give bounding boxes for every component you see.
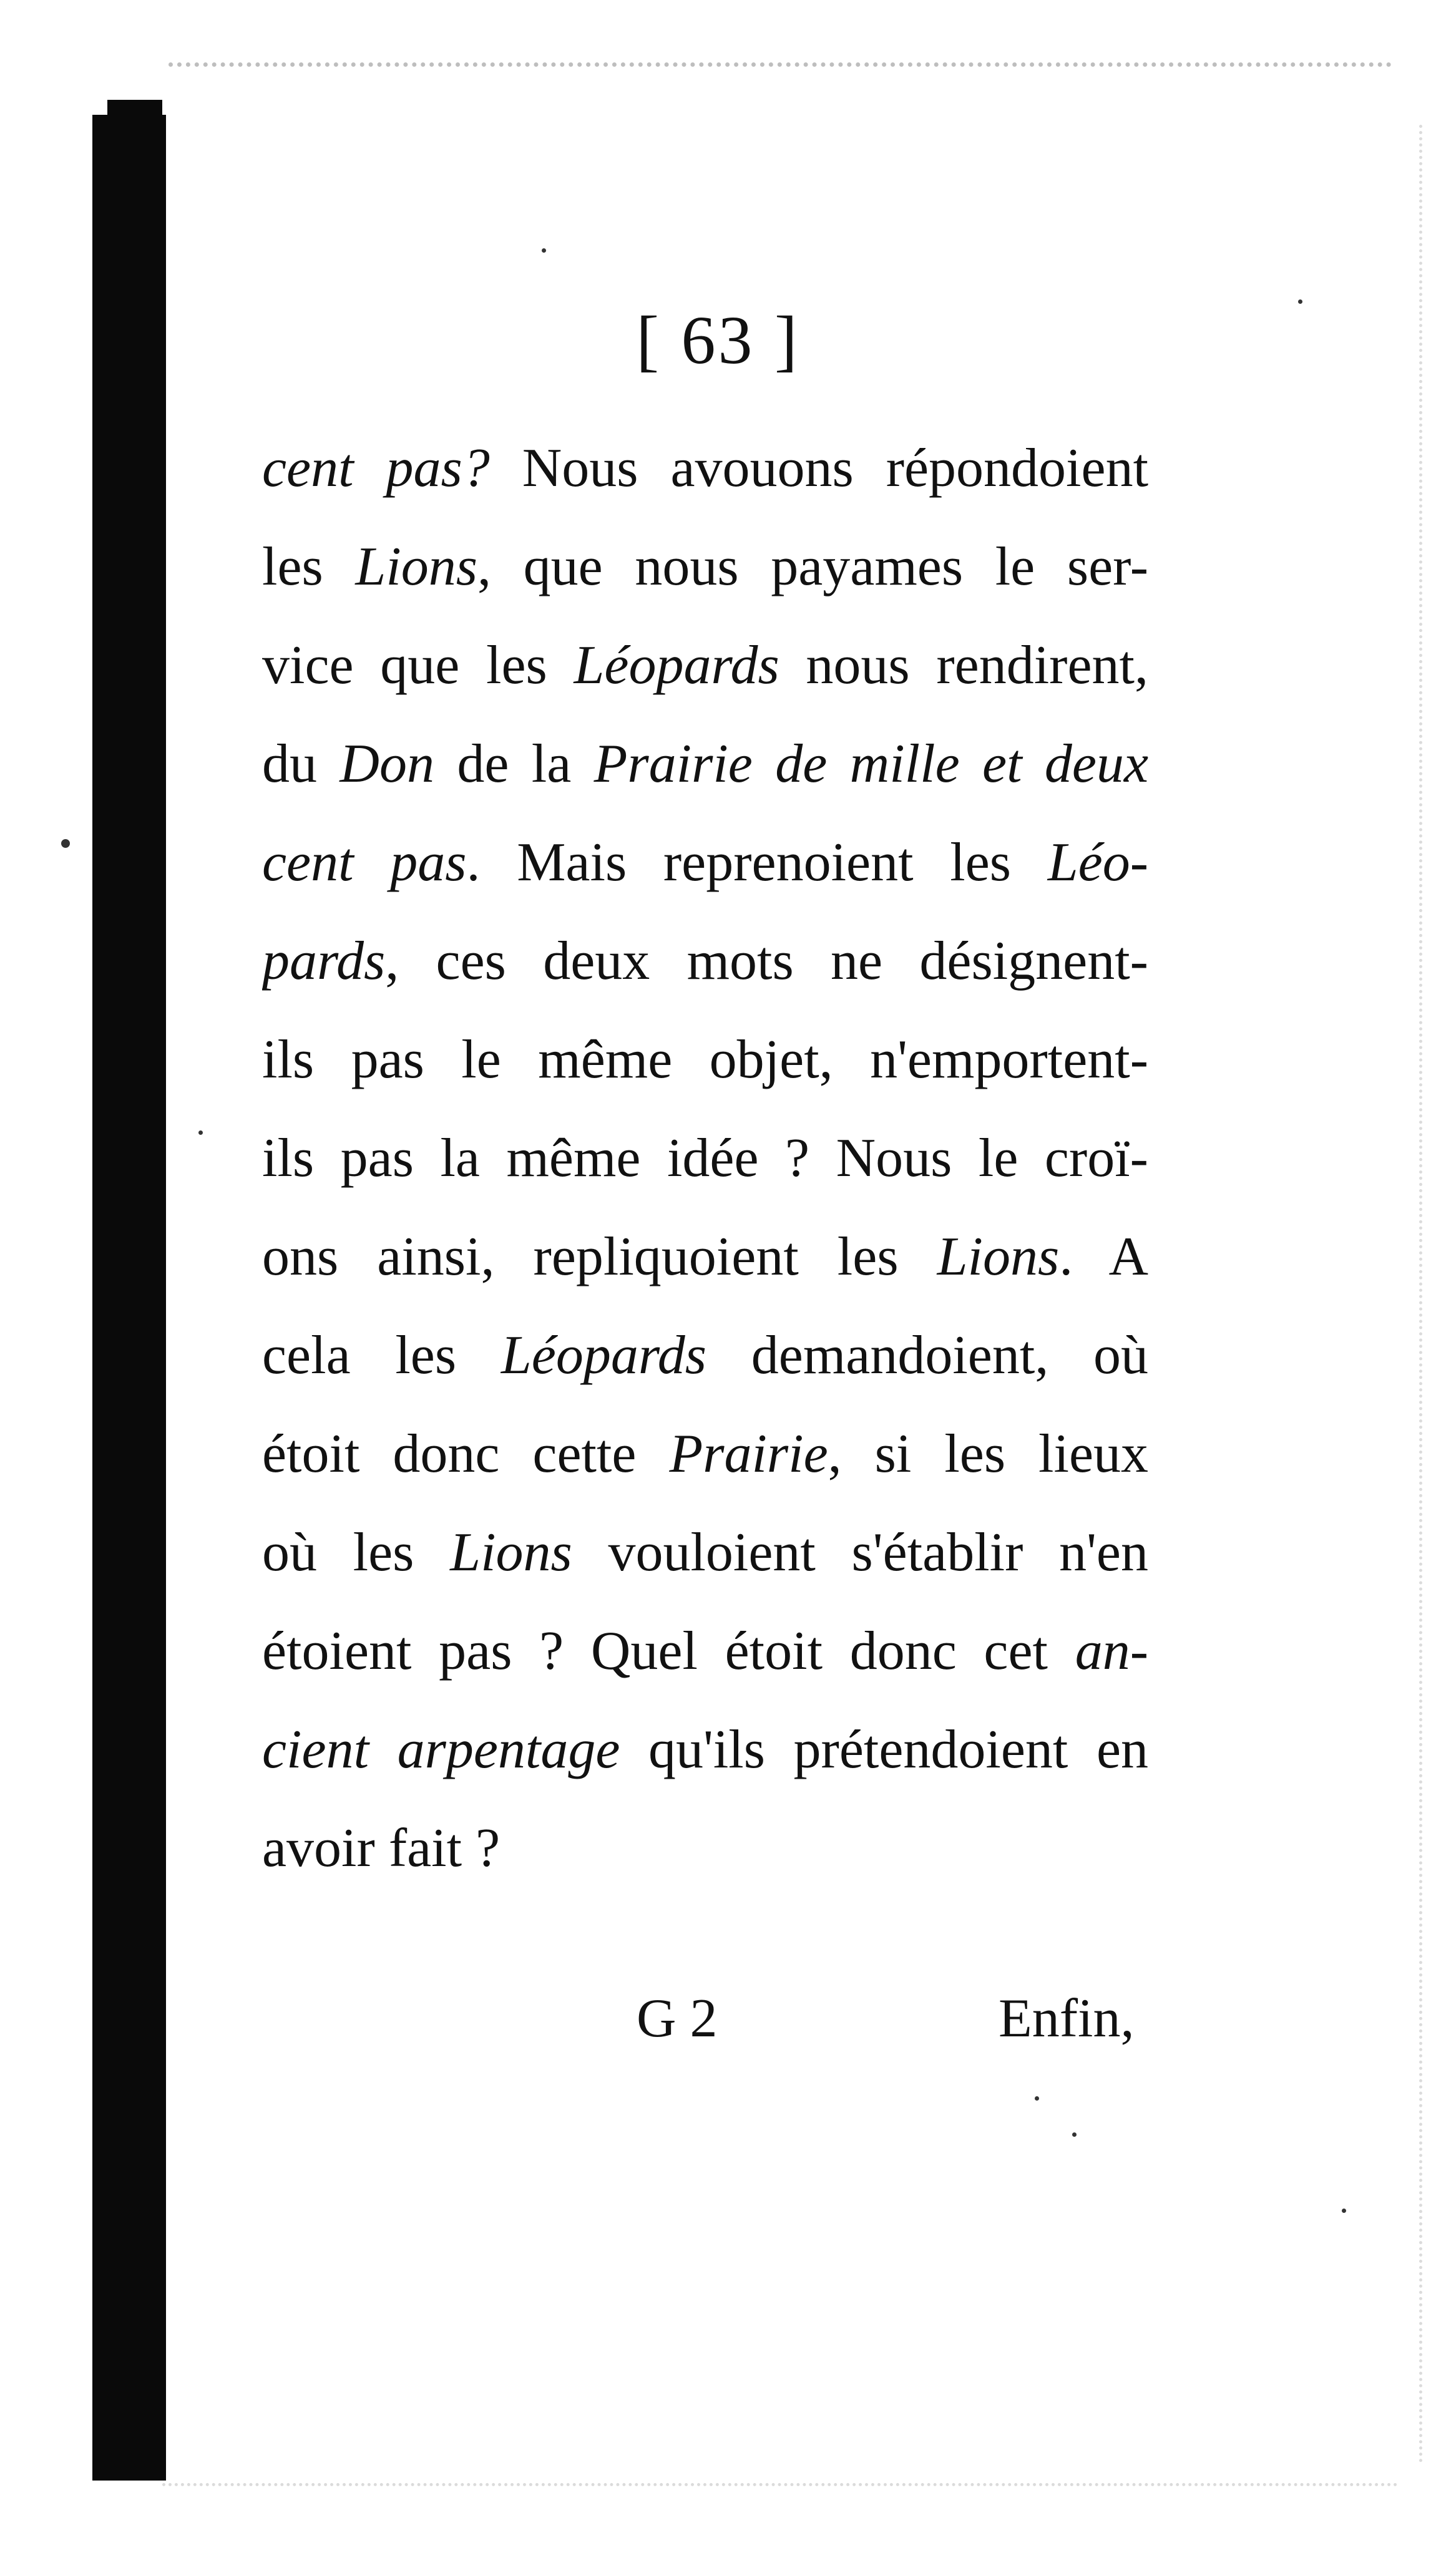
italic-text: Léopards: [501, 1325, 707, 1386]
ink-speck: [198, 1130, 203, 1135]
text-run: du: [262, 734, 340, 794]
text-line: [262, 1701, 1148, 1799]
text-line: [262, 616, 1148, 715]
text-line: [262, 1405, 1148, 1504]
italic-text: Prairie de mille et deux: [593, 734, 1148, 794]
ink-speck: [61, 839, 70, 848]
text-line: [262, 912, 1148, 1011]
ink-speck: [1035, 2096, 1039, 2101]
italic-text: Lions: [937, 1227, 1060, 1287]
catchword: Enfin,: [999, 1988, 1135, 2049]
text-run: vouloient s'établir n'en: [572, 1522, 1148, 1583]
italic-text: Lions: [450, 1522, 572, 1583]
ink-speck: [542, 248, 546, 253]
text-run: ons ainsi, repliquoient les: [262, 1227, 937, 1287]
text-run: étoit donc cette: [262, 1424, 670, 1484]
page-edge-bottom: [162, 2483, 1398, 2492]
italic-text: Léopards: [574, 635, 779, 696]
italic-text: Lions: [355, 537, 478, 597]
text-line: [262, 1306, 1148, 1405]
italic-text: cient arpentage: [262, 1719, 620, 1780]
italic-text: cent pas: [262, 832, 467, 893]
ink-speck: [1298, 299, 1302, 304]
text-run: de la: [434, 734, 594, 794]
text-line: [262, 419, 1148, 518]
text-run: , que nous payames le ser-: [477, 537, 1148, 597]
binding-shadow-tip: [107, 100, 162, 119]
italic-text: Don: [339, 734, 434, 794]
page-footer: [0, 1975, 1436, 2063]
text-line: [262, 715, 1148, 814]
italic-text: cent pas?: [262, 438, 490, 498]
text-run: , si les lieux: [828, 1424, 1148, 1484]
text-run: . Mais reprenoient les: [466, 832, 1048, 893]
text-run: nous rendirent,: [779, 635, 1148, 696]
text-run: ils pas le même objet, n'emportent-: [262, 1029, 1148, 1090]
text-run: cela les: [262, 1325, 501, 1386]
text-line: [262, 814, 1148, 912]
page-edge-top: [169, 62, 1392, 82]
text-run: vice que les: [262, 635, 574, 696]
text-run: demandoient, où: [706, 1325, 1148, 1386]
text-run: étoient pas ? Quel étoit donc cet: [262, 1621, 1075, 1681]
italic-text: an-: [1075, 1621, 1148, 1681]
text-line: [262, 1208, 1148, 1306]
text-run: . A: [1059, 1227, 1148, 1287]
signature-mark: G 2: [637, 1988, 718, 2049]
page-edge-right: [1413, 125, 1422, 2464]
text-line: [262, 1109, 1148, 1208]
text-run: , ces deux mots ne désignent-: [385, 931, 1148, 991]
running-header-page-number: [ 63 ]: [636, 302, 800, 378]
text-run: ils pas la même idée ? Nous le croï-: [262, 1128, 1148, 1188]
text-run: qu'ils prétendoient en: [620, 1719, 1148, 1780]
text-line: [262, 1799, 1148, 1898]
text-line: [262, 1504, 1148, 1602]
ink-speck: [1342, 2209, 1346, 2213]
text-line: [262, 1011, 1148, 1109]
binding-shadow: [92, 115, 166, 2481]
text-run: Nous avouons répondoient: [489, 438, 1148, 498]
text-line: [262, 1602, 1148, 1701]
italic-text: Léo-: [1047, 832, 1148, 893]
ink-speck: [1072, 2132, 1077, 2137]
body-text: [262, 419, 1148, 1898]
text-run: les: [262, 537, 356, 597]
italic-text: pards: [262, 931, 386, 991]
text-run: où les: [262, 1522, 451, 1583]
text-run: avoir fait ?: [262, 1818, 501, 1879]
italic-text: Prairie: [669, 1424, 828, 1484]
text-line: [262, 518, 1148, 616]
